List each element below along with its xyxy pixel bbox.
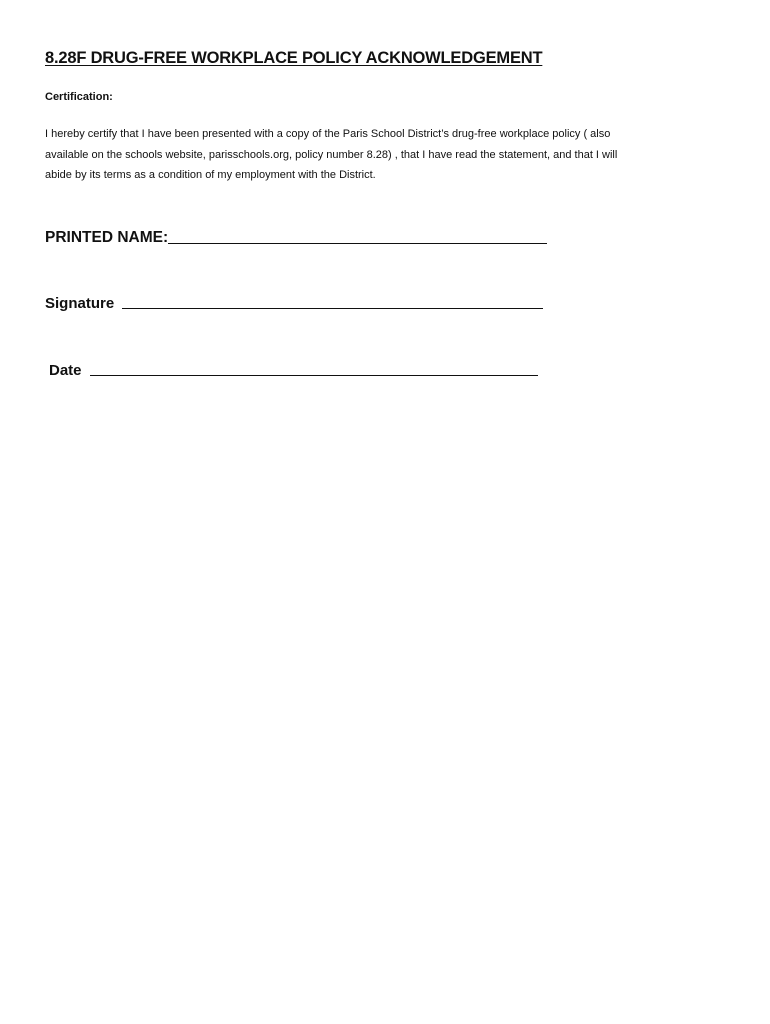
certification-paragraph <box>45 124 725 186</box>
date-label: Date <box>49 362 82 379</box>
signature-field <box>45 295 543 312</box>
printed-name-label: PRINTED NAME: <box>45 229 169 246</box>
certification-line: available on the schools website, parisschools.org, policy number 8.28) , that I have read the statement, and that I will <box>45 148 618 161</box>
certification-label: Certification: <box>45 91 113 103</box>
document-title: 8.28F DRUG-FREE WORKPLACE POLICY ACKNOWLEDGEMENT <box>45 49 543 67</box>
printed-name-blank-line[interactable] <box>168 242 547 244</box>
printed-name-field <box>45 229 547 247</box>
date-blank-line[interactable] <box>90 374 538 376</box>
signature-label: Signature <box>45 295 115 312</box>
certification-line: I hereby certify that I have been presented with a copy of the Paris School District’s drug-free workplace policy ( also <box>45 128 611 140</box>
signature-blank-line[interactable] <box>122 307 543 309</box>
date-field <box>49 362 538 379</box>
certification-line: abide by its terms as a condition of my employment with the District. <box>45 169 376 181</box>
